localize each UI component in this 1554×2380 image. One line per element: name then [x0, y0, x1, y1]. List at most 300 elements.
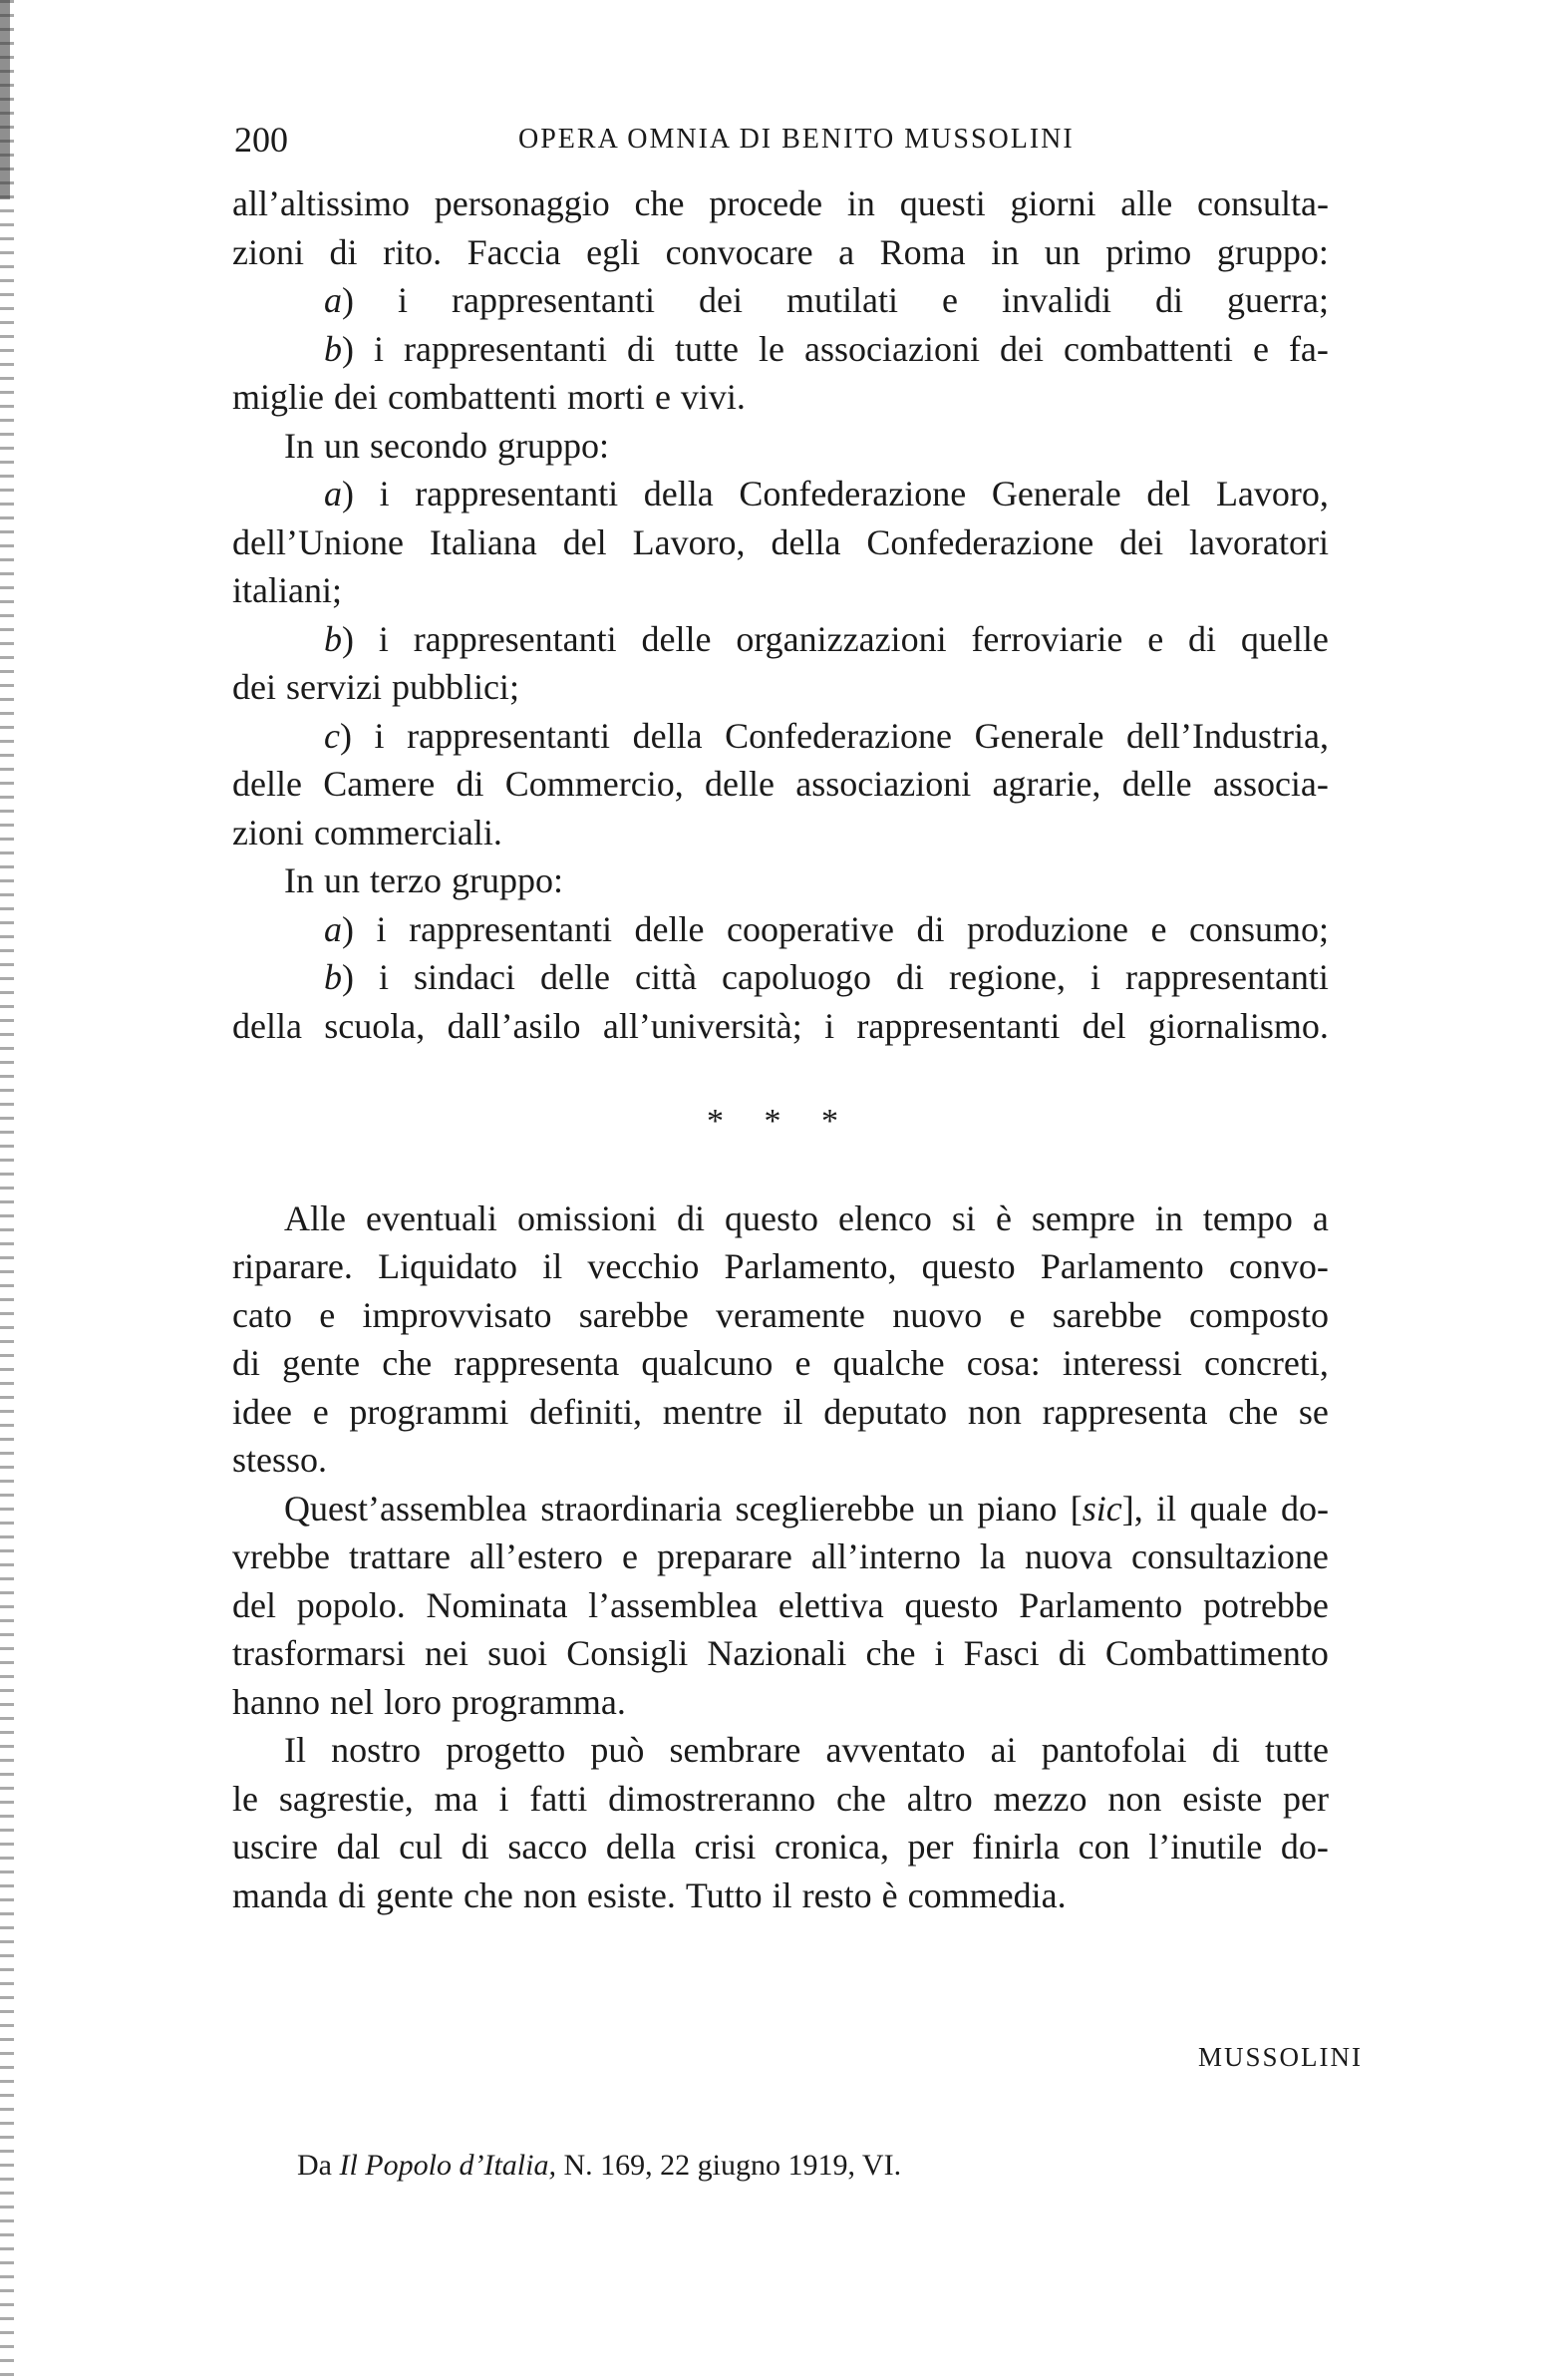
word: Nazionali: [707, 1633, 847, 1673]
word: altro: [906, 1778, 973, 1819]
word: della: [643, 474, 714, 513]
scan-binding-shadow: [0, 0, 10, 199]
word: b): [324, 957, 354, 997]
word: riparare.: [232, 1246, 353, 1286]
word: procede: [709, 183, 823, 223]
word: Parlamento: [1040, 1246, 1204, 1286]
source-prefix: Da: [297, 2149, 332, 2182]
word: regione,: [949, 957, 1066, 997]
word: i: [374, 328, 385, 369]
word: rappresenta: [1042, 1391, 1208, 1432]
word: della: [605, 1827, 676, 1867]
word: sarebbe: [578, 1294, 689, 1335]
word: consulta-: [1196, 183, 1329, 223]
word: egli: [586, 231, 641, 272]
word: commedia.: [907, 1874, 1067, 1915]
list-item-b: [232, 325, 1329, 374]
word: trasformarsi: [232, 1633, 406, 1673]
word: è: [995, 1197, 1012, 1238]
word: di: [1058, 1633, 1087, 1673]
word: cul: [399, 1827, 444, 1867]
word: esiste.: [586, 1874, 676, 1915]
word: i: [379, 957, 390, 997]
word: del: [562, 521, 607, 562]
word: convo-: [1228, 1246, 1329, 1286]
word: do-: [1280, 1488, 1329, 1529]
word: vecchio: [587, 1246, 700, 1286]
word: che: [382, 1343, 433, 1383]
text-line: [232, 1726, 1329, 1775]
word: Roma: [879, 231, 966, 272]
word: uscire: [232, 1827, 318, 1867]
word: nuovo: [892, 1294, 983, 1335]
section-separator: * * *: [707, 1103, 854, 1140]
word: consumo;: [1189, 908, 1329, 949]
word: i: [1090, 957, 1101, 997]
word: In: [284, 860, 314, 900]
word: italiani;: [232, 570, 342, 610]
word: delle: [641, 618, 712, 659]
word: b): [324, 328, 354, 369]
word: hanno: [232, 1681, 320, 1722]
word: che: [835, 1778, 886, 1819]
word: pantofolai: [1041, 1730, 1187, 1770]
word: tempo: [1202, 1197, 1293, 1238]
word: che: [865, 1633, 916, 1673]
word: convocare: [665, 231, 813, 272]
group-heading: [232, 856, 1329, 905]
list-item-a: [232, 470, 1329, 518]
word: città: [635, 957, 697, 997]
word: resto: [801, 1874, 872, 1915]
word: e: [794, 1343, 811, 1383]
list-item-a: [232, 905, 1329, 954]
text-line: [232, 1002, 1329, 1051]
word: a): [324, 280, 354, 320]
word: cato: [232, 1294, 292, 1335]
word: sceglierebbe: [735, 1488, 915, 1529]
word: all’università;: [602, 1005, 802, 1046]
text-line: [232, 1388, 1329, 1437]
word: primo: [1105, 231, 1192, 272]
word: all’estero: [468, 1536, 603, 1576]
word: per: [907, 1827, 954, 1867]
word: terzo: [370, 860, 442, 900]
word: dei: [698, 280, 743, 320]
word: cosa:: [966, 1343, 1041, 1383]
word: guerra;: [1227, 280, 1329, 320]
word: idee: [232, 1391, 292, 1432]
word: i: [379, 474, 390, 513]
word: delle: [1121, 764, 1192, 804]
source-details: N. 169, 22 giugno 1919, VI.: [563, 2149, 902, 2182]
text-line: [232, 566, 1329, 615]
word: rappresentanti: [413, 618, 617, 659]
word: Tutto: [685, 1874, 763, 1915]
word: rappresentanti: [452, 280, 655, 320]
word: e: [1009, 1294, 1026, 1335]
text-line: [232, 1581, 1329, 1630]
word: gruppo:: [451, 860, 563, 900]
text-line: [232, 1532, 1329, 1581]
word: e: [312, 1391, 329, 1432]
word: rappresentanti: [407, 715, 611, 756]
word: rappresenta: [454, 1343, 620, 1383]
word: un: [324, 425, 360, 466]
word: preparare: [656, 1536, 792, 1576]
word: c): [324, 715, 352, 756]
word: mutilati: [785, 280, 898, 320]
word: un: [1044, 231, 1081, 272]
word: dei: [999, 328, 1044, 369]
word: pubblici;: [391, 667, 519, 707]
list-item-b: [232, 615, 1329, 664]
word: Fasci: [963, 1633, 1040, 1673]
word: all’altissimo: [232, 183, 410, 223]
word: è: [881, 1874, 898, 1915]
word: mezzo: [993, 1778, 1088, 1819]
word: di: [456, 764, 484, 804]
spacer: [232, 1050, 1329, 1098]
word: stesso.: [232, 1440, 328, 1480]
word: vivi.: [680, 377, 746, 417]
text-line: [232, 1823, 1329, 1871]
word: suoi: [487, 1633, 548, 1673]
word: Combattimento: [1104, 1633, 1329, 1673]
group-heading: [232, 422, 1329, 471]
word: e: [1147, 618, 1164, 659]
word: i: [934, 1633, 945, 1673]
word: Confederazione: [739, 474, 967, 513]
word: un: [324, 860, 360, 900]
word: che: [634, 183, 685, 223]
word: nostro: [331, 1730, 422, 1770]
word: il: [772, 1874, 792, 1915]
word: dimostreranno: [608, 1778, 816, 1819]
word: quale: [1189, 1488, 1268, 1529]
word: di: [461, 1827, 489, 1867]
word: e: [654, 377, 671, 417]
word: nuova: [1024, 1536, 1112, 1576]
word: giornalismo.: [1147, 1005, 1329, 1046]
word: che: [463, 1874, 513, 1915]
word: trattare: [349, 1536, 451, 1576]
word: nei: [425, 1633, 469, 1673]
word: Alle: [284, 1197, 346, 1238]
word: finirla: [972, 1827, 1061, 1867]
word: alle: [1120, 183, 1173, 223]
word: in: [991, 231, 1020, 272]
word: rappresentanti: [415, 474, 619, 513]
text-line: [232, 1678, 1329, 1727]
word: di: [1211, 1730, 1240, 1770]
word: rappresentanti: [1125, 957, 1329, 997]
word: i: [498, 1778, 509, 1819]
word: Nominata: [426, 1584, 568, 1625]
word: concreti,: [1203, 1343, 1329, 1383]
source-citation: [297, 2149, 901, 2183]
word: questi: [899, 183, 986, 223]
word: rappresentanti: [404, 328, 607, 369]
word: a): [324, 908, 354, 949]
word: consultazione: [1130, 1536, 1329, 1576]
word: cooperative: [727, 908, 894, 949]
word: gente: [375, 1874, 454, 1915]
word: Generale: [991, 474, 1121, 513]
word: straordinaria: [540, 1488, 723, 1529]
text-line: [232, 1485, 1329, 1533]
word: che: [1228, 1391, 1279, 1432]
running-head: OPERA OMNIA DI BENITO MUSSOLINI: [518, 124, 1075, 155]
word: omissioni: [516, 1197, 657, 1238]
word: miglie: [232, 377, 324, 417]
word: e: [1252, 328, 1269, 369]
list-item-b: [232, 953, 1329, 1002]
word: esiste: [1182, 1778, 1263, 1819]
word: cronica,: [775, 1827, 889, 1867]
text-line: [232, 809, 1329, 857]
word: combattenti: [387, 377, 557, 417]
word: sembrare: [669, 1730, 801, 1770]
word: si: [951, 1197, 976, 1238]
word: all’interno: [810, 1536, 961, 1576]
word: i: [824, 1005, 835, 1046]
word: Parlamento,: [724, 1246, 897, 1286]
word: personaggio: [434, 183, 610, 223]
word: scuola,: [324, 1005, 426, 1046]
word: ferroviarie: [971, 618, 1123, 659]
word: sarebbe: [1052, 1294, 1162, 1335]
word: qualcuno: [641, 1343, 774, 1383]
word: sempre: [1031, 1197, 1135, 1238]
word: per: [1283, 1778, 1329, 1819]
word: nel: [329, 1681, 374, 1722]
word: sacco: [507, 1827, 588, 1867]
word: il: [542, 1246, 563, 1286]
page-number: 200: [234, 120, 288, 160]
word: può: [590, 1730, 645, 1770]
text-line: [232, 1436, 1329, 1485]
word: Faccia: [466, 231, 561, 272]
text-line: [232, 1194, 1329, 1243]
text-line: [232, 1775, 1329, 1824]
word: Consigli: [566, 1633, 689, 1673]
word: zioni: [232, 231, 304, 272]
word: tutte: [1264, 1730, 1329, 1770]
word: capoluogo: [722, 957, 871, 997]
word: sindaci: [414, 957, 516, 997]
text-line: [232, 179, 1329, 228]
word: secondo: [370, 425, 487, 466]
word: morti: [566, 377, 645, 417]
author-signature: MUSSOLINI: [1198, 2042, 1364, 2072]
word: dell’Industria,: [1126, 715, 1329, 756]
word: i: [374, 715, 385, 756]
word: popolo.: [296, 1584, 406, 1625]
word: della: [771, 521, 841, 562]
word: a): [324, 474, 354, 513]
word: dal: [336, 1827, 381, 1867]
body-text: [232, 179, 1329, 1919]
word: delle: [705, 764, 775, 804]
word: del: [232, 1584, 276, 1625]
word: i: [378, 618, 389, 659]
word: il: [782, 1391, 803, 1432]
word: rappresentanti: [856, 1005, 1061, 1046]
word: rito.: [383, 231, 443, 272]
word: questo: [904, 1584, 999, 1625]
word: invalidi: [1001, 280, 1111, 320]
word: i: [398, 280, 409, 320]
text-line: [232, 373, 1329, 422]
word: rappresentanti: [409, 908, 612, 949]
word: definiti,: [529, 1391, 643, 1432]
word: sagrestie,: [278, 1778, 414, 1819]
word: commerciali.: [313, 812, 502, 852]
word: qualche: [832, 1343, 945, 1383]
word: agrarie,: [992, 764, 1101, 804]
word: organizzazioni: [736, 618, 947, 659]
word: progetto: [446, 1730, 566, 1770]
word: tutte: [675, 328, 739, 369]
word: gruppo:: [1216, 231, 1329, 272]
word: Il: [284, 1730, 306, 1770]
word: non: [967, 1391, 1022, 1432]
word: di: [626, 328, 655, 369]
word: giorni: [1010, 183, 1096, 223]
word: a: [1312, 1197, 1329, 1238]
word: potrebbe: [1202, 1584, 1329, 1625]
word: e: [1150, 908, 1167, 949]
text-line: [232, 1629, 1329, 1678]
word: non: [1107, 1778, 1162, 1819]
word: avventato: [825, 1730, 966, 1770]
word: ma: [434, 1778, 478, 1819]
word: di: [896, 957, 925, 997]
word: vrebbe: [232, 1536, 330, 1576]
word: Generale: [974, 715, 1104, 756]
word: un: [927, 1488, 964, 1529]
word: delle: [232, 764, 302, 804]
word: Italiana: [429, 521, 537, 562]
word: deputato: [823, 1391, 948, 1432]
word: le: [232, 1778, 258, 1819]
word: dei: [334, 377, 378, 417]
word: della: [632, 715, 703, 756]
word: In: [284, 425, 314, 466]
word: veramente: [716, 1294, 865, 1335]
word: a: [838, 231, 855, 272]
word: di: [1155, 280, 1184, 320]
word: e: [621, 1536, 638, 1576]
page-header: [234, 110, 1326, 170]
word: servizi: [285, 667, 382, 707]
word: dell’Unione: [232, 521, 404, 562]
word: programmi: [349, 1391, 509, 1432]
text-line: [232, 663, 1329, 712]
word: dall’asilo: [447, 1005, 581, 1046]
word: lavoratori: [1189, 521, 1329, 562]
word: ai: [990, 1730, 1017, 1770]
word: e: [319, 1294, 336, 1335]
word: questo: [921, 1246, 1016, 1286]
word: [sic],: [1070, 1488, 1143, 1529]
word: delle: [634, 908, 705, 949]
word: combattenti: [1063, 328, 1233, 369]
word: loro: [383, 1681, 442, 1722]
word: associazioni: [804, 328, 980, 369]
word: Confederazione: [866, 521, 1094, 562]
word: composto: [1188, 1294, 1329, 1335]
word: Quest’assemblea: [284, 1488, 527, 1529]
text-line: [232, 228, 1329, 277]
word: Camere: [323, 764, 436, 804]
word: l’assemblea: [588, 1584, 759, 1625]
list-item-c: [232, 712, 1329, 761]
word: b): [324, 618, 354, 659]
word: fatti: [529, 1778, 588, 1819]
text-line: [232, 1291, 1329, 1340]
word: i: [376, 908, 387, 949]
word: le: [759, 328, 784, 369]
word: delle: [540, 957, 611, 997]
word: Lavoro,: [632, 521, 746, 562]
text-line: [232, 1871, 1329, 1920]
scan-gutter-marks: [0, 0, 14, 2380]
word: elettiva: [777, 1584, 884, 1625]
word: di: [1188, 618, 1217, 659]
word: non: [522, 1874, 577, 1915]
word: associa-: [1212, 764, 1329, 804]
word: l’inutile: [1148, 1827, 1263, 1867]
word: Confederazione: [725, 715, 953, 756]
word: se: [1298, 1391, 1329, 1432]
word: programma.: [451, 1681, 626, 1722]
word: di: [232, 1343, 261, 1383]
word: crisi: [694, 1827, 757, 1867]
word: manda: [232, 1874, 328, 1915]
text-line: [232, 1339, 1329, 1388]
word: zioni: [232, 812, 304, 852]
word: con: [1078, 1827, 1130, 1867]
text-line: [232, 760, 1329, 809]
word: elenco: [837, 1197, 932, 1238]
word: la: [979, 1536, 1006, 1576]
word: quelle: [1240, 618, 1329, 659]
word: do-: [1280, 1827, 1329, 1867]
word: del: [1082, 1005, 1126, 1046]
word: interessi: [1062, 1343, 1182, 1383]
word: Commercio,: [504, 764, 684, 804]
word: di: [676, 1197, 705, 1238]
word: del: [1146, 474, 1191, 513]
word: dei: [1119, 521, 1164, 562]
word: piano: [977, 1488, 1058, 1529]
text-line: [232, 518, 1329, 567]
word: questo: [724, 1197, 818, 1238]
list-item-a: [232, 276, 1329, 325]
word: in: [846, 183, 875, 223]
word: fa-: [1288, 328, 1329, 369]
word: di: [329, 231, 358, 272]
word: gruppo:: [496, 425, 609, 466]
word: e: [941, 280, 958, 320]
word: eventuali: [365, 1197, 497, 1238]
word: associazioni: [795, 764, 972, 804]
word: Parlamento: [1019, 1584, 1183, 1625]
source-title: Il Popolo d’Italia,: [339, 2149, 556, 2182]
word: mentre: [662, 1391, 763, 1432]
